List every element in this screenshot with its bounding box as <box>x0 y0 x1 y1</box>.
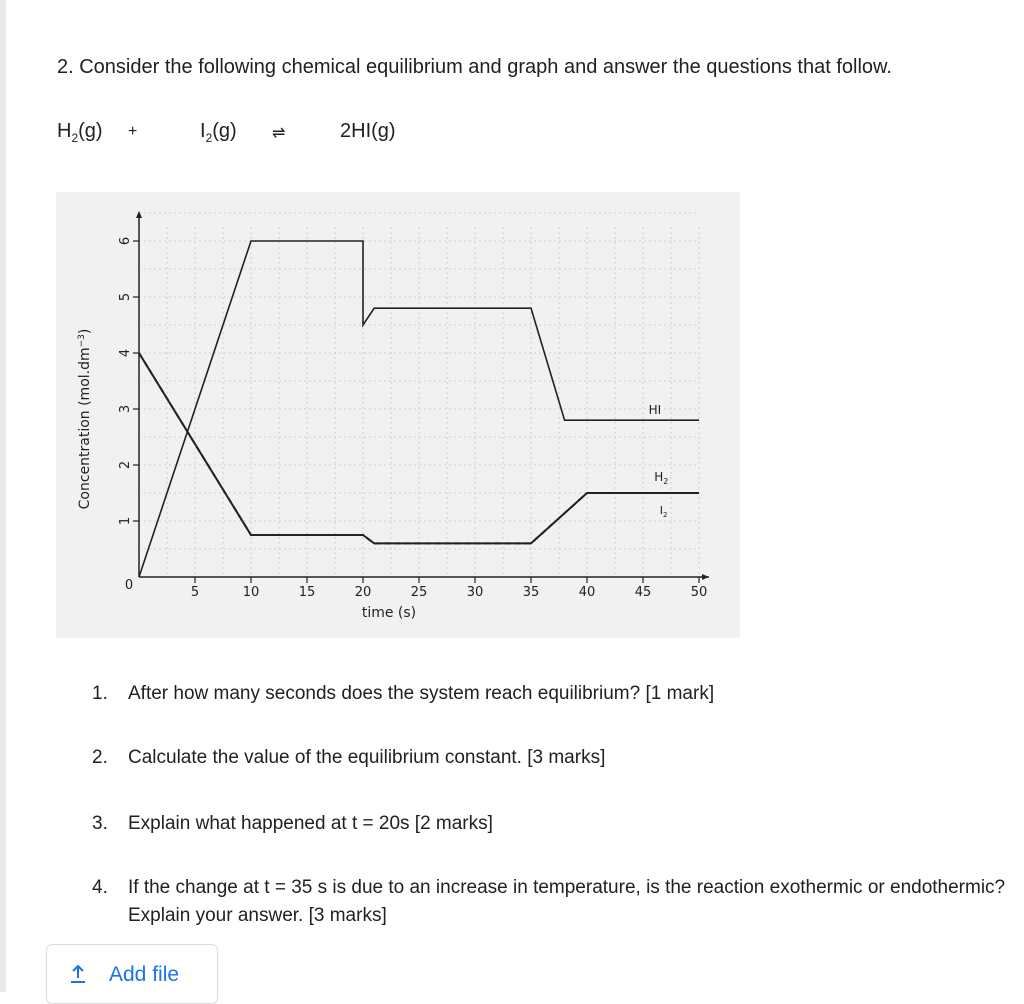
y-tick-label: 3 <box>118 404 133 414</box>
x-tick-label: 45 <box>634 585 652 600</box>
product-hi: 2HI(g) <box>340 120 396 142</box>
x-tick-label: 10 <box>242 585 260 600</box>
plus-sign: + <box>128 123 138 140</box>
subquestion-number: 1. <box>92 683 108 704</box>
y-axis-label: Concentration $(mol.dm^{-3})$ <box>77 328 93 510</box>
x-tick-label: 40 <box>578 585 596 600</box>
add-file-button[interactable] <box>46 944 218 1004</box>
y-tick-label: 5 <box>118 292 133 302</box>
upload-icon <box>69 964 87 984</box>
y-axis-arrow <box>136 211 142 218</box>
equilibrium-chart <box>56 192 740 638</box>
series-label-i2: $I_2$ <box>659 503 668 519</box>
reactant-h2: $H_2(g)$ <box>57 120 103 145</box>
y-tick-label: 2 <box>118 460 133 470</box>
equilibrium-arrow: ⇌ <box>272 125 286 142</box>
subquestion-number: 3. <box>92 813 108 834</box>
subquestion-text: After how many seconds does the system reach equilibrium? [1 mark] <box>128 683 715 704</box>
y-tick-label: 0 <box>124 578 134 593</box>
series-label-hi: HI <box>648 403 662 417</box>
x-tick-label: 15 <box>298 585 316 600</box>
x-tick-label: 5 <box>190 585 200 600</box>
x-tick-label: 35 <box>522 585 540 600</box>
x-tick-label: 25 <box>410 585 428 600</box>
question-title: 2. Consider the following chemical equilibrium and graph and answer the questions that follow. <box>57 56 892 78</box>
chart-svg <box>56 192 740 638</box>
x-tick-label: 50 <box>690 585 708 600</box>
subquestion-number: 4. <box>92 877 108 898</box>
series-label-h2: $H_2$ <box>654 470 669 487</box>
y-tick-label: 6 <box>118 236 133 246</box>
add-file-label: Add file <box>109 963 180 986</box>
x-axis-arrow <box>702 574 709 580</box>
y-tick-label: 1 <box>118 516 133 526</box>
subquestion-text: If the change at t = 35 s is due to an increase in temperature, is the reaction exothermic or endothermic? Explain your answer. [3 marks] <box>128 877 1006 926</box>
x-tick-label: 30 <box>466 585 484 600</box>
reactant-i2: $I_2(g)$ <box>200 120 237 145</box>
x-axis-label: time (s) <box>361 605 417 621</box>
left-border <box>0 0 6 992</box>
y-tick-label: 4 <box>118 348 133 358</box>
subquestion-number: 2. <box>92 747 108 768</box>
x-tick-label: 20 <box>354 585 372 600</box>
subquestion-text: Calculate the value of the equilibrium constant. [3 marks] <box>128 747 606 768</box>
subquestion-text: Explain what happened at t = 20s [2 marks] <box>128 813 493 834</box>
